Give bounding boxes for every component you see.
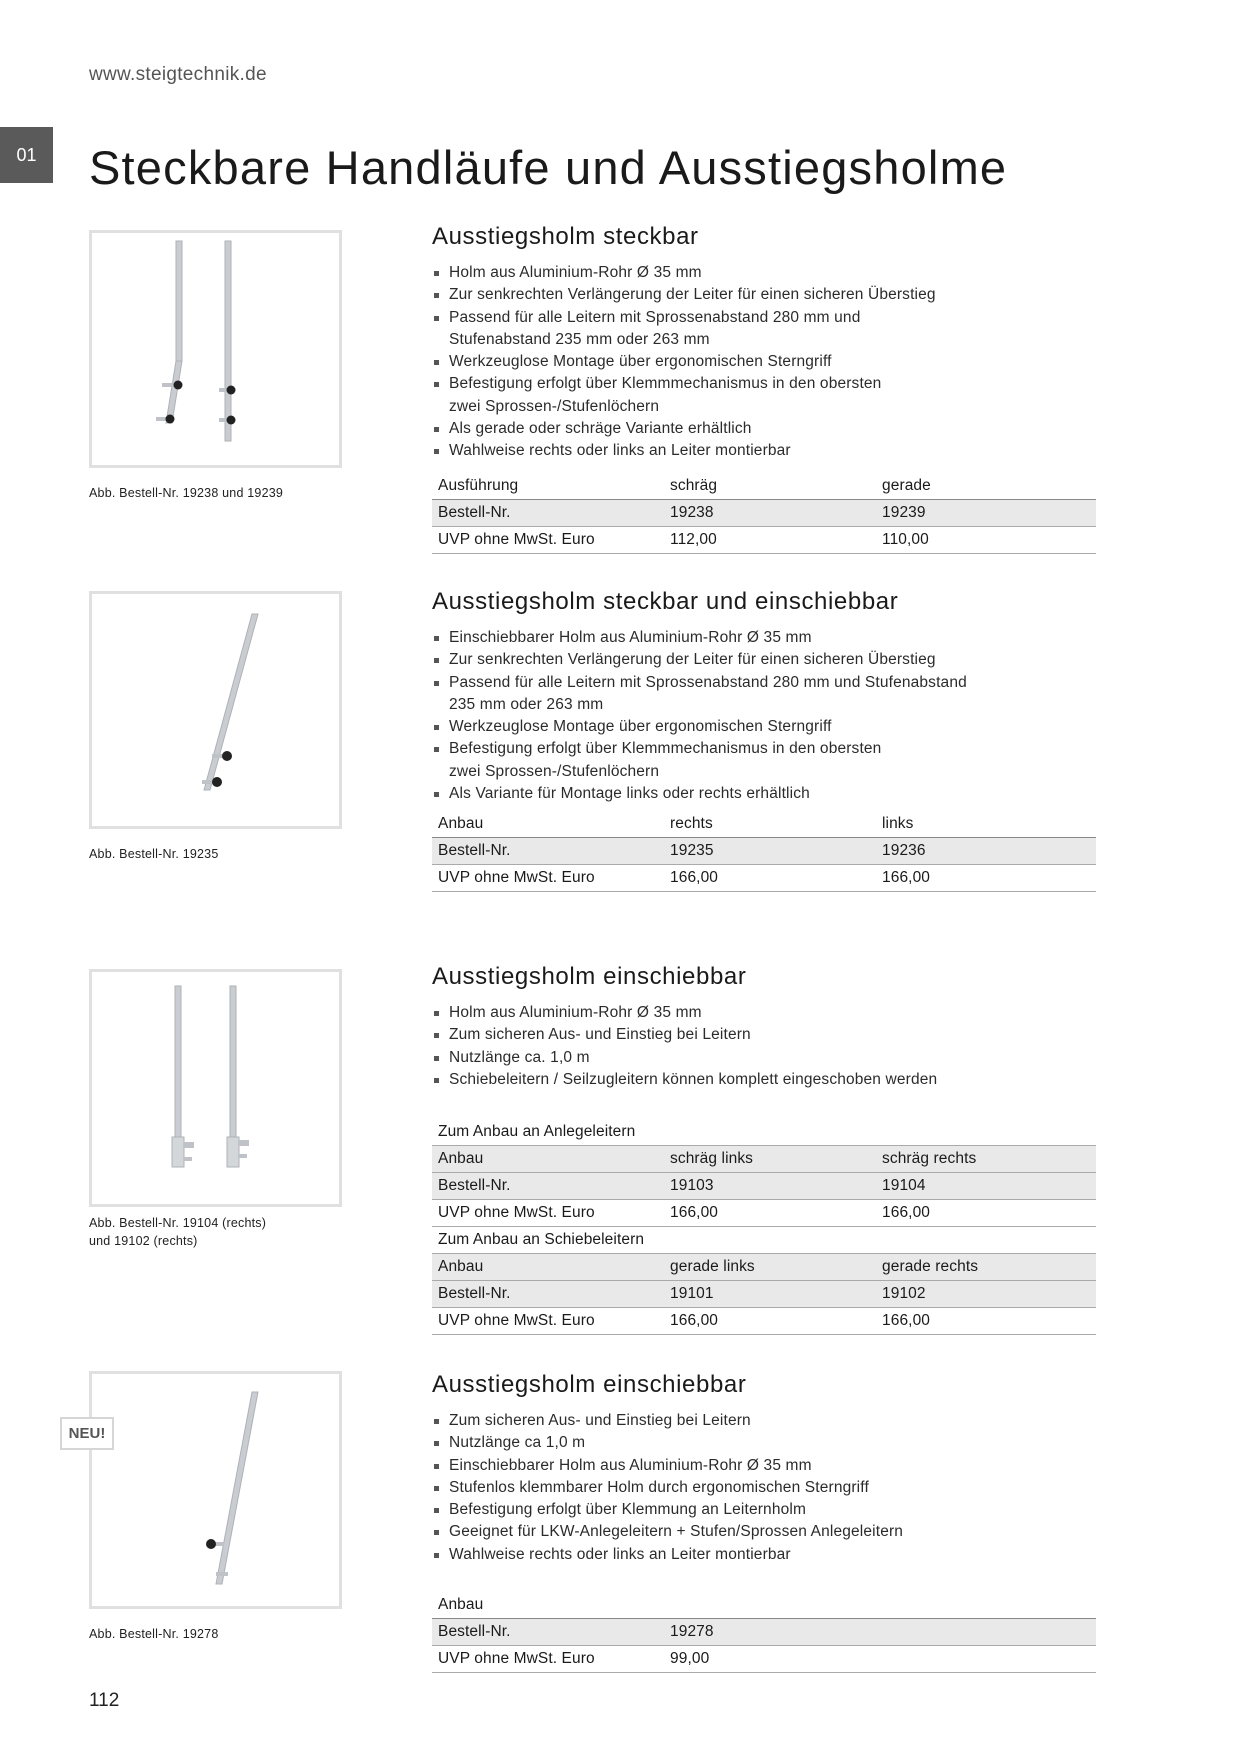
- table-cell: links: [876, 811, 1096, 838]
- section-ausstiegsholm-steckbar: [432, 222, 1102, 554]
- list-item: Zum sicheren Aus- und Einstieg bei Leitern: [432, 1024, 1102, 1046]
- table-cell: 19278: [664, 1619, 876, 1646]
- table-row: [432, 499, 1096, 526]
- section-heading: Ausstiegsholm steckbar: [432, 223, 699, 250]
- table-row: [432, 1254, 1096, 1281]
- table-cell: Anbau: [432, 1146, 664, 1173]
- table-row: [432, 838, 1096, 865]
- list-item: Passend für alle Leitern mit Sprossenabstand 280 mm und Stufenabstand 235 mm oder 263 mm: [432, 307, 1102, 352]
- feature-list: [432, 627, 1102, 805]
- table-cell: UVP ohne MwSt. Euro: [432, 1646, 664, 1673]
- list-item: Zur senkrechten Verlängerung der Leiter für einen sicheren Überstieg: [432, 284, 1102, 306]
- spec-table: [432, 473, 1096, 554]
- table-cell: 166,00: [876, 1200, 1096, 1227]
- section-heading: Ausstiegsholm einschiebbar: [432, 963, 747, 990]
- table-cell: 112,00: [664, 526, 876, 553]
- list-item: Nutzlänge ca. 1,0 m: [432, 1047, 1102, 1069]
- table-row: [432, 526, 1096, 553]
- table-row: [432, 1119, 1096, 1146]
- section-ausstiegsholm-einschiebbar: [432, 962, 1102, 1335]
- site-url: www.steigtechnik.de: [89, 64, 267, 85]
- table-cell: gerade links: [664, 1254, 876, 1281]
- list-item: Einschiebbarer Holm aus Aluminium-Rohr Ø 35 mm: [432, 627, 1102, 649]
- table-cell: 110,00: [876, 526, 1096, 553]
- table-cell: 19236: [876, 838, 1096, 865]
- product-image-19104-19102: [89, 969, 342, 1207]
- image-caption: Abb. Bestell-Nr. 19235: [89, 847, 219, 861]
- spec-table: [432, 1592, 1096, 1673]
- feature-list: [432, 1002, 1102, 1091]
- page-title: Steckbare Handläufe und Ausstiegsholme: [89, 141, 1008, 194]
- list-item: Zur senkrechten Verlängerung der Leiter für einen sicheren Überstieg: [432, 649, 1102, 671]
- list-item: Holm aus Aluminium-Rohr Ø 35 mm: [432, 1002, 1102, 1024]
- table-row: [432, 865, 1096, 892]
- table-cell: schräg rechts: [876, 1146, 1096, 1173]
- list-item: Nutzlänge ca 1,0 m: [432, 1432, 1102, 1454]
- table-cell: 166,00: [664, 1308, 876, 1335]
- table-cell: Anbau: [432, 1592, 664, 1619]
- section-ausstiegsholm-steckbar-einschiebbar: [432, 587, 1102, 892]
- table-cell: 19238: [664, 499, 876, 526]
- table-cell: 19102: [876, 1281, 1096, 1308]
- image-caption: Abb. Bestell-Nr. 19238 und 19239: [89, 486, 284, 500]
- table-cell: gerade rechts: [876, 1254, 1096, 1281]
- table-row: [432, 811, 1096, 838]
- page-number: 112: [89, 1690, 120, 1711]
- table-cell: [876, 1646, 1096, 1673]
- table-cell: Ausführung: [432, 473, 664, 500]
- table-cell: 19101: [664, 1281, 876, 1308]
- table-row: [432, 1173, 1096, 1200]
- section-heading: Ausstiegsholm einschiebbar: [432, 1371, 747, 1398]
- table-cell: 166,00: [876, 1308, 1096, 1335]
- table-row: [432, 1227, 1096, 1254]
- table-row: [432, 1200, 1096, 1227]
- product-image-19235: [89, 591, 342, 829]
- truck-ladder-rail-illustration: [92, 1374, 339, 1606]
- table-cell: Bestell-Nr.: [432, 1281, 664, 1308]
- table-row: [432, 1619, 1096, 1646]
- product-image-19238-19239: [89, 230, 342, 468]
- table-cell: UVP ohne MwSt. Euro: [432, 1308, 664, 1335]
- table-group-title: Zum Anbau an Anlegeleitern: [432, 1119, 1096, 1146]
- table-cell: Bestell-Nr.: [432, 499, 664, 526]
- table-cell: Anbau: [432, 811, 664, 838]
- table-cell: UVP ohne MwSt. Euro: [432, 865, 664, 892]
- feature-list: [432, 1410, 1102, 1566]
- list-item: Zum sicheren Aus- und Einstieg bei Leitern: [432, 1410, 1102, 1432]
- table-cell: Bestell-Nr.: [432, 1619, 664, 1646]
- list-item: Werkzeuglose Montage über ergonomischen Sterngriff: [432, 351, 1102, 373]
- table-cell: 19103: [664, 1173, 876, 1200]
- list-item: Als gerade oder schräge Variante erhältlich: [432, 418, 1102, 440]
- list-item: Befestigung erfolgt über Klemmmechanismus in den obersten zwei Sprossen-/Stufenlöchern: [432, 373, 1102, 418]
- list-item: Wahlweise rechts oder links an Leiter montierbar: [432, 1544, 1102, 1566]
- table-cell: 166,00: [664, 1200, 876, 1227]
- list-item: Schiebeleitern / Seilzugleitern können komplett eingeschoben werden: [432, 1069, 1102, 1091]
- list-item: Passend für alle Leitern mit Sprossenabstand 280 mm und Stufenabstand 235 mm oder 263 mm: [432, 672, 1102, 717]
- table-cell: [876, 1592, 1096, 1619]
- telescopic-rail-illustration: [92, 594, 339, 826]
- table-cell: UVP ohne MwSt. Euro: [432, 1200, 664, 1227]
- table-cell: gerade: [876, 473, 1096, 500]
- table-cell: 19239: [876, 499, 1096, 526]
- table-group-title: Zum Anbau an Schiebeleitern: [432, 1227, 1096, 1254]
- section-ausstiegsholm-einschiebbar-19278: [432, 1370, 1102, 1673]
- table-cell: Bestell-Nr.: [432, 1173, 664, 1200]
- table-cell: schräg: [664, 473, 876, 500]
- table-cell: 166,00: [664, 865, 876, 892]
- product-image-19278: [89, 1371, 342, 1609]
- list-item: Holm aus Aluminium-Rohr Ø 35 mm: [432, 262, 1102, 284]
- table-cell: schräg links: [664, 1146, 876, 1173]
- spec-table: [432, 1119, 1096, 1335]
- table-row: [432, 1146, 1096, 1173]
- table-row: [432, 1308, 1096, 1335]
- list-item: Werkzeuglose Montage über ergonomischen Sterngriff: [432, 716, 1102, 738]
- table-cell: 19235: [664, 838, 876, 865]
- list-item: Als Variante für Montage links oder rechts erhältlich: [432, 783, 1102, 805]
- list-item: Einschiebbarer Holm aus Aluminium-Rohr Ø 35 mm: [432, 1455, 1102, 1477]
- table-cell: [664, 1592, 876, 1619]
- table-row: [432, 473, 1096, 500]
- new-badge: NEU!: [60, 1417, 114, 1450]
- list-item: Befestigung erfolgt über Klemmung an Leiternholm: [432, 1499, 1102, 1521]
- list-item: Wahlweise rechts oder links an Leiter montierbar: [432, 440, 1102, 462]
- feature-list: [432, 262, 1102, 463]
- table-cell: UVP ohne MwSt. Euro: [432, 526, 664, 553]
- table-cell: [876, 1619, 1096, 1646]
- exit-rail-pair-illustration: [92, 233, 339, 465]
- section-heading: Ausstiegsholm steckbar und einschiebbar: [432, 588, 899, 615]
- table-row: [432, 1281, 1096, 1308]
- table-cell: Bestell-Nr.: [432, 838, 664, 865]
- exit-rail-clamp-pair-illustration: [92, 972, 339, 1204]
- table-cell: 99,00: [664, 1646, 876, 1673]
- list-item: Befestigung erfolgt über Klemmmechanismus in den obersten zwei Sprossen-/Stufenlöchern: [432, 738, 1102, 783]
- table-cell: 166,00: [876, 865, 1096, 892]
- table-row: [432, 1592, 1096, 1619]
- table-row: [432, 1646, 1096, 1673]
- table-cell: rechts: [664, 811, 876, 838]
- list-item: Stufenlos klemmbarer Holm durch ergonomischen Sterngriff: [432, 1477, 1102, 1499]
- table-cell: 19104: [876, 1173, 1096, 1200]
- spec-table: [432, 811, 1096, 892]
- chapter-tab: 01: [0, 127, 53, 183]
- table-cell: Anbau: [432, 1254, 664, 1281]
- image-caption: Abb. Bestell-Nr. 19104 (rechts) und 19102 (rechts): [89, 1216, 267, 1248]
- list-item: Geeignet für LKW-Anlegeleitern + Stufen/Sprossen Anlegeleitern: [432, 1521, 1102, 1543]
- image-caption: Abb. Bestell-Nr. 19278: [89, 1627, 219, 1641]
